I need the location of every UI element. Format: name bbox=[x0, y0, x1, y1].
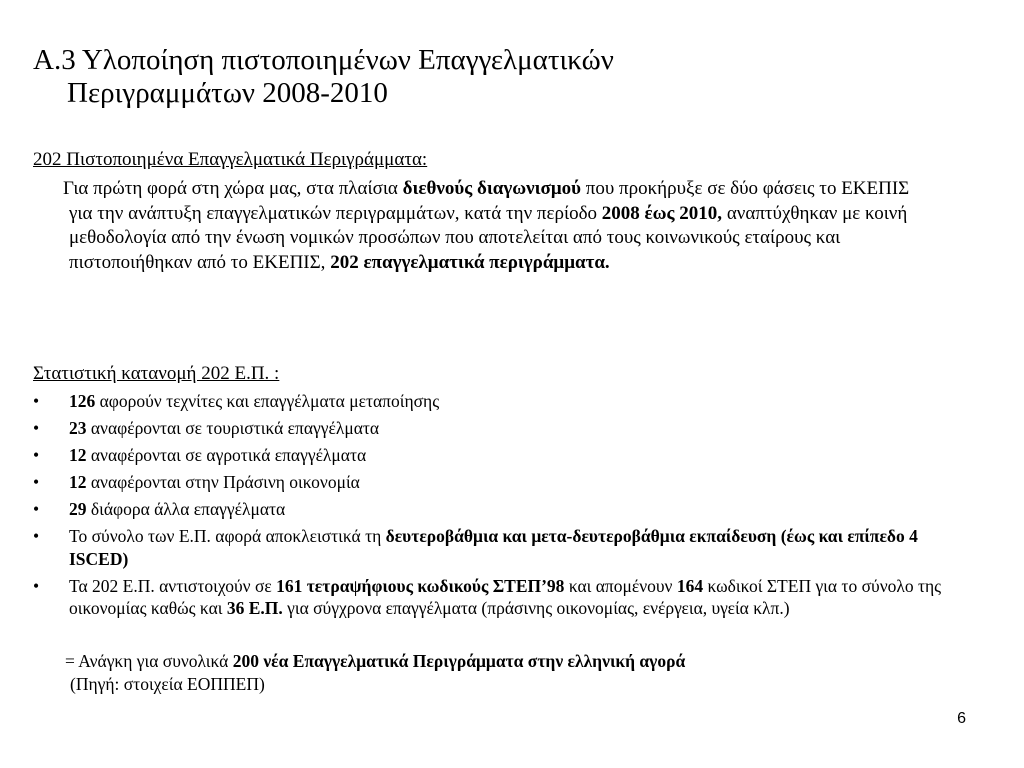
item-text: αναφέρονται σε αγροτικά επαγγέλματα bbox=[86, 445, 367, 465]
item-count: 23 bbox=[69, 418, 87, 438]
list-item bbox=[33, 471, 953, 494]
intro-text-3: αναπτύχθηκαν με κοινή μεθοδολογία από την ένωση νομικών προσώπων που αποτελείται από τους κοινωνικούς εταίρους και πιστοποιήθηκαν από το ΕΚΕΠΙΣ, bbox=[69, 202, 908, 273]
item-text-1: Τα 202 Ε.Π. αντιστοιχούν σε bbox=[69, 575, 277, 596]
list-item bbox=[33, 444, 953, 467]
list-item bbox=[33, 575, 953, 620]
page-number: 6 bbox=[957, 710, 966, 727]
item-text: διάφορα άλλα επαγγέλματα bbox=[86, 499, 286, 519]
list-item bbox=[33, 498, 953, 521]
item-text-4: για σύγχρονα επαγγέλματα (πράσινης οικονομίας, ενέργεια, υγεία κλπ.) bbox=[282, 598, 790, 618]
bullet-icon: • bbox=[33, 391, 40, 411]
intro-text-1: Για πρώτη φορά στη χώρα μας, στα πλαίσια bbox=[63, 178, 403, 199]
list-item bbox=[33, 417, 953, 440]
conclusion-text: = Ανάγκη για συνολικά bbox=[65, 651, 233, 671]
intro-text-2: που προκήρυξε σε δύο φάσεις το ΕΚΕΠΙΣ για την ανάπτυξη επαγγελματικών περιγραμμάτων, κατά την περίοδο bbox=[69, 178, 910, 224]
title-line-1: Α.3 Υλοποίηση πιστοποιημένων Επαγγελματικών bbox=[33, 44, 614, 76]
bullet-icon: • bbox=[33, 575, 40, 596]
item-bold-1: 161 τετραψήφιους κωδικούς ΣΤΕΠ’98 bbox=[276, 575, 565, 596]
intro-bold-1: διεθνούς διαγωνισμού bbox=[402, 178, 582, 199]
item-text: Το σύνολο των Ε.Π. αφορά αποκλειστικά τη bbox=[69, 526, 386, 546]
item-bold-3: 36 Ε.Π. bbox=[226, 598, 283, 618]
conclusion-note bbox=[65, 650, 965, 695]
item-count: 12 bbox=[69, 445, 87, 465]
item-text: αφορούν τεχνίτες και επαγγέλματα μεταποίησης bbox=[95, 391, 440, 411]
conclusion-bold: 200 νέα Επαγγελματικά Περιγράμματα στην ελληνική αγορά bbox=[232, 651, 686, 671]
bullet-icon: • bbox=[33, 472, 40, 492]
certified-profiles-heading: 202 Πιστοποιημένα Επαγγελματικά Περιγράμματα: bbox=[33, 149, 428, 170]
bullet-icon: • bbox=[33, 418, 40, 438]
item-text-3: κωδικοί ΣΤΕΠ για το σύνολο της οικονομίας καθώς και bbox=[69, 575, 942, 618]
item-count: 29 bbox=[69, 499, 87, 519]
slide-title bbox=[33, 44, 933, 110]
intro-bold-2: 2008 έως 2010, bbox=[601, 202, 723, 224]
item-count: 126 bbox=[69, 391, 96, 411]
item-count: 12 bbox=[69, 472, 87, 492]
intro-paragraph bbox=[33, 177, 933, 275]
item-text: αναφέρονται στην Πράσινη οικονομία bbox=[86, 472, 360, 492]
item-bold: δευτεροβάθμια και μετα-δευτεροβάθμια εκπαίδευση (έως και επίπεδο 4 ISCED) bbox=[69, 526, 918, 569]
statistics-heading: Στατιστική κατανομή 202 Ε.Π. : bbox=[33, 363, 280, 384]
item-bold-2: 164 bbox=[676, 575, 704, 596]
intro-text bbox=[33, 177, 933, 275]
title-line-2: Περιγραμμάτων 2008-2010 bbox=[67, 77, 388, 109]
item-text-2: και απομένουν bbox=[564, 575, 677, 596]
source-note: (Πηγή: στοιχεία ΕΟΠΠΕΠ) bbox=[70, 673, 265, 694]
bullet-icon: • bbox=[33, 499, 40, 519]
item-text: αναφέρονται σε τουριστικά επαγγέλματα bbox=[86, 418, 380, 438]
bullet-icon: • bbox=[33, 526, 40, 546]
list-item bbox=[33, 525, 953, 570]
list-item bbox=[33, 390, 953, 413]
bullet-icon: • bbox=[33, 445, 40, 465]
statistics-list bbox=[33, 390, 953, 624]
intro-bold-3: 202 επαγγελματικά περιγράμματα. bbox=[330, 251, 610, 273]
